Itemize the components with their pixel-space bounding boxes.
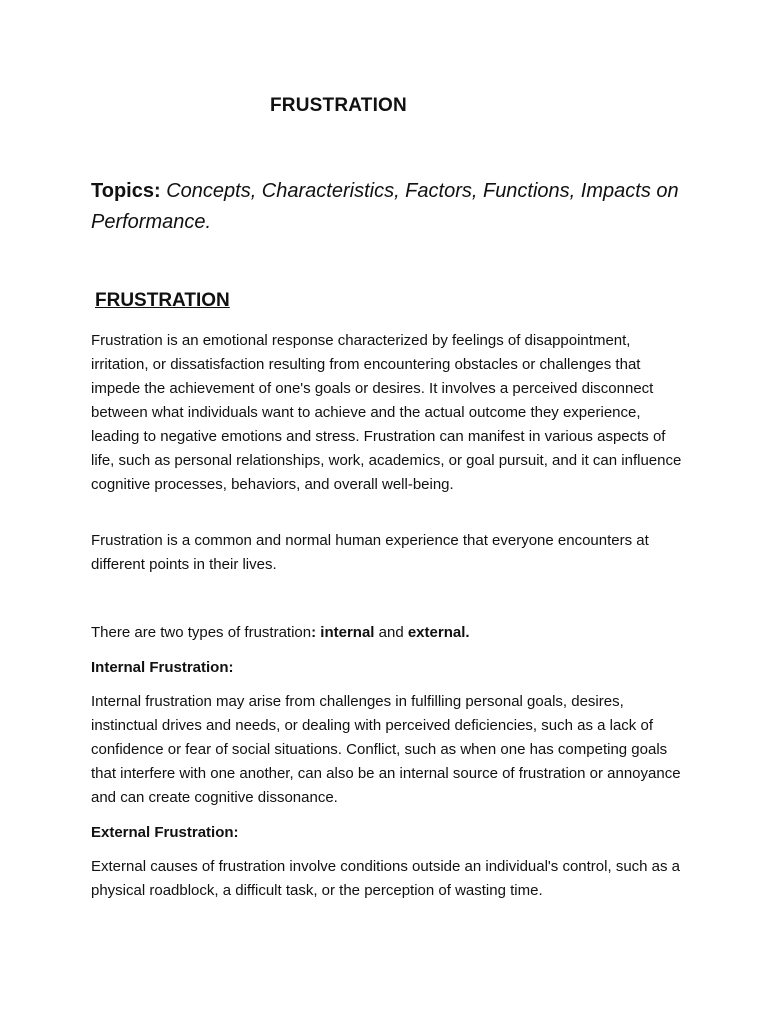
types-and: and xyxy=(378,624,404,641)
document-title: FRUSTRATION xyxy=(270,95,407,116)
topics-list: Concepts, Characteristics, Factors, Functions, Impacts on Performance. xyxy=(91,180,679,233)
types-external: external. xyxy=(407,624,470,641)
types-paragraph xyxy=(91,621,691,645)
external-frustration-heading: External Frustration: xyxy=(91,824,239,841)
types-colon: : xyxy=(311,624,317,641)
topics-line xyxy=(91,176,691,238)
types-internal: internal xyxy=(320,624,375,641)
section-heading: FRUSTRATION xyxy=(95,290,230,311)
definition-paragraph: Frustration is an emotional response characterized by feelings of disappointment, irritation, or dissatisfaction resulting from encountering obstacles or challenges that impede the achievement of one's goals or desires. It involves a perceived disconnect between what individuals want to achieve and the actual outcome they experience, leading to negative emotions and stress. Frustration can manifest in various aspects of life, such as personal relationships, work, academics, or goal pursuit, and it can influence cognitive processes, behaviors, and overall well-being. xyxy=(91,332,682,493)
topics-label: Topics: xyxy=(91,180,161,202)
types-prefix: There are two types of frustration xyxy=(91,624,312,641)
common-experience-paragraph: Frustration is a common and normal human experience that everyone encounters at different points in their lives. xyxy=(91,532,649,573)
internal-frustration-heading: Internal Frustration: xyxy=(91,659,234,676)
internal-frustration-paragraph: Internal frustration may arise from challenges in fulfilling personal goals, desires, instinctual drives and needs, or dealing with perceived deficiencies, such as a lack of confidence or fear of social situations. Conflict, such as when one has competing goals that interfere with one another, can also be an internal source of frustration or annoyance and can create cognitive dissonance. xyxy=(91,693,681,806)
external-frustration-paragraph: External causes of frustration involve conditions outside an individual's control, such as a physical roadblock, a difficult task, or the perception of wasting time. xyxy=(91,858,681,899)
